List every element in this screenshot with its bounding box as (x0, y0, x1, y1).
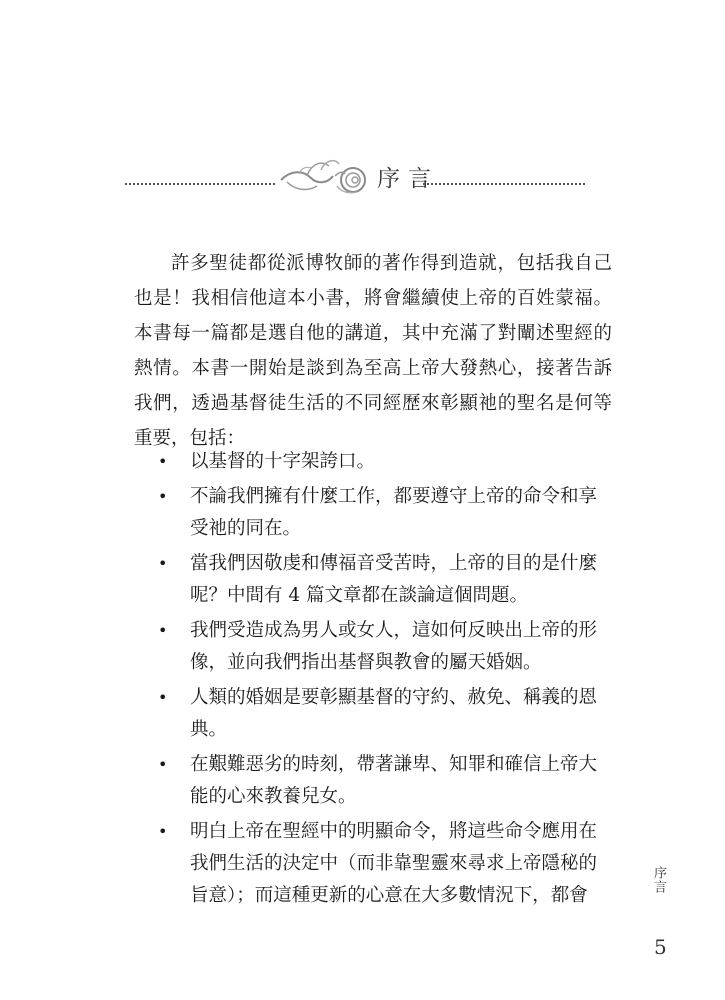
dotted-rule-left (125, 183, 275, 185)
bullet-icon: • (158, 688, 168, 707)
bullet-icon: • (158, 487, 168, 506)
bullet-list (0, 446, 612, 915)
list-item: • 不論我們擁有什麼工作，都要遵守上帝的命令和享受祂的同在。 (0, 481, 612, 545)
list-item: • 當我們因敬虔和傳福音受苦時，上帝的目的是什麼呢？中間有 4 篇文章都在談論這個問題。 (0, 548, 612, 612)
bullet-icon: • (158, 554, 168, 573)
list-item: • 我們受造成為男人或女人，這如何反映出上帝的形像，並向我們指出基督與教會的屬天婚姻。 (0, 615, 612, 679)
list-item: • 在艱難惡劣的時刻，帶著謙卑、知罪和確信上帝大能的心來教養兒女。 (0, 749, 612, 813)
list-item: • 人類的婚姻是要彰顯基督的守約、赦免、稱義的恩典。 (0, 682, 612, 746)
chapter-header (125, 150, 590, 210)
page-number: 5 (654, 935, 667, 959)
list-item: • 以基督的十字架誇口。 (0, 446, 612, 478)
running-section-label: 序言 (651, 866, 666, 894)
bullet-icon: • (158, 452, 168, 471)
bullet-icon: • (158, 621, 168, 640)
list-item: • 明白上帝在聖經中的明顯命令，將這些命令應用在我們生活的決定中（而非靠聖靈來尋求上帝隱秘的旨意）；而這種更新的心意在大多數情況下，都會 (0, 816, 612, 912)
chapter-title: 序言 (377, 166, 439, 192)
bullet-icon: • (158, 822, 168, 841)
dotted-rule-right (423, 183, 585, 185)
floral-ornament-icon (277, 156, 373, 202)
intro-paragraph: 許多聖徒都從派博牧師的著作得到造就，包括我自己也是！我相信他這本小書，將會繼續使上帝的百姓蒙福。本書每一篇都是選自他的講道，其中充滿了對闡述聖經的熱情。本書一開始是談到為至高上帝大發熱心，接著告訴我們，透過基督徒生活的不同經歷來彰顯祂的聖名是何等重要，包括： (134, 253, 612, 449)
bullet-icon: • (158, 755, 168, 774)
